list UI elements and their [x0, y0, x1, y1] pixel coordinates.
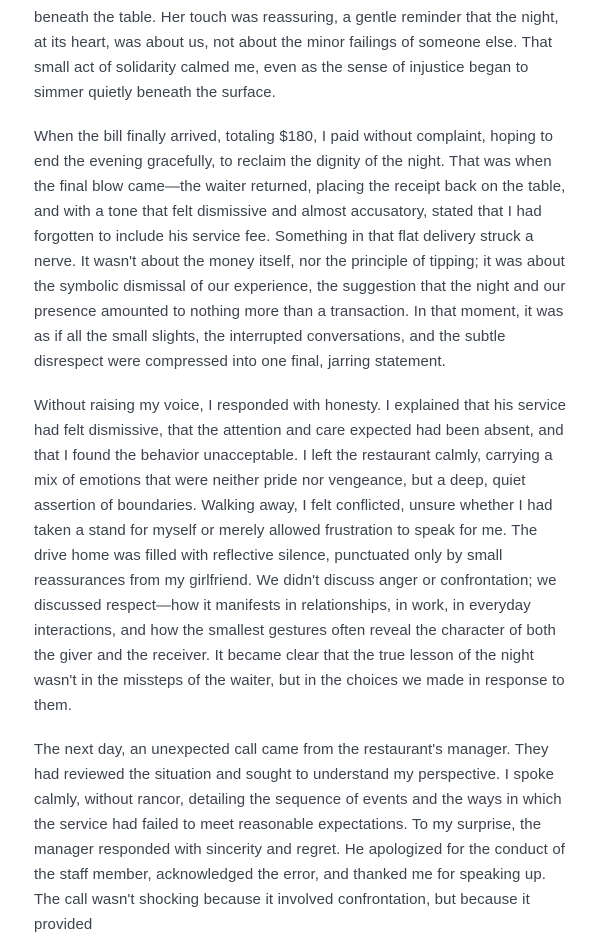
paragraph-2: When the bill finally arrived, totaling $180, I paid without complaint, hoping to end the evening gracefully, to reclaim the dignity of the night. That was when the final blow came—the waiter returned, placing the receipt back on the table, and with a tone that felt dismissive and almost accusatory, stated that I had forgotten to include his service fee. Something in that flat delivery struck a nerve. It wasn't about the money itself, nor the principle of tipping; it was about the symbolic dismissal of our experience, the suggestion that the night and our presence amounted to nothing more than a transaction. In that moment, it was as if all the small slights, the interrupted conversations, and the subtle disrespect were compressed into one final, jarring statement.	[34, 128, 566, 370]
paragraph-3: Without raising my voice, I responded with honesty. I explained that his service had felt dismissive, that the attention and care expected had been absent, and that I found the behavior unacceptable. I left the restaurant calmly, carrying a mix of emotions that were neither pride nor vengeance, but a deep, quiet assertion of boundaries. Walking away, I felt conflicted, unsure whether I had taken a stand for myself or merely allowed frustration to speak for me. The drive home was filled with reflective silence, punctuated only by small reassurances from my girlfriend. We didn't discuss anger or confrontation; we discussed respect—how it manifests in relationships, in work, in everyday interactions, and how the smallest gestures often reveal the character of both the giver and the receiver. It became clear that the true lesson of the night wasn't in the missteps of the waiter, but in the choices we made in response to them.	[34, 397, 567, 714]
paragraph-4: The next day, an unexpected call came from the restaurant's manager. They had reviewed the situation and sought to understand my perspective. I spoke calmly, without rancor, detailing the sequence of events and the ways in which the service had failed to meet reasonable expectations. To my surprise, the manager responded with sincerity and regret. He apologized for the conduct of the staff member, acknowledged the error, and thanked me for speaking up. The call wasn't shocking because it involved confrontation, but because it provided	[34, 741, 566, 933]
paragraph-1: beneath the table. Her touch was reassuring, a gentle reminder that the night, at its heart, was about us, not about the minor failings of someone else. That small act of solidarity calmed me, even as the sense of injustice began to simmer quietly beneath the surface.	[34, 9, 559, 101]
